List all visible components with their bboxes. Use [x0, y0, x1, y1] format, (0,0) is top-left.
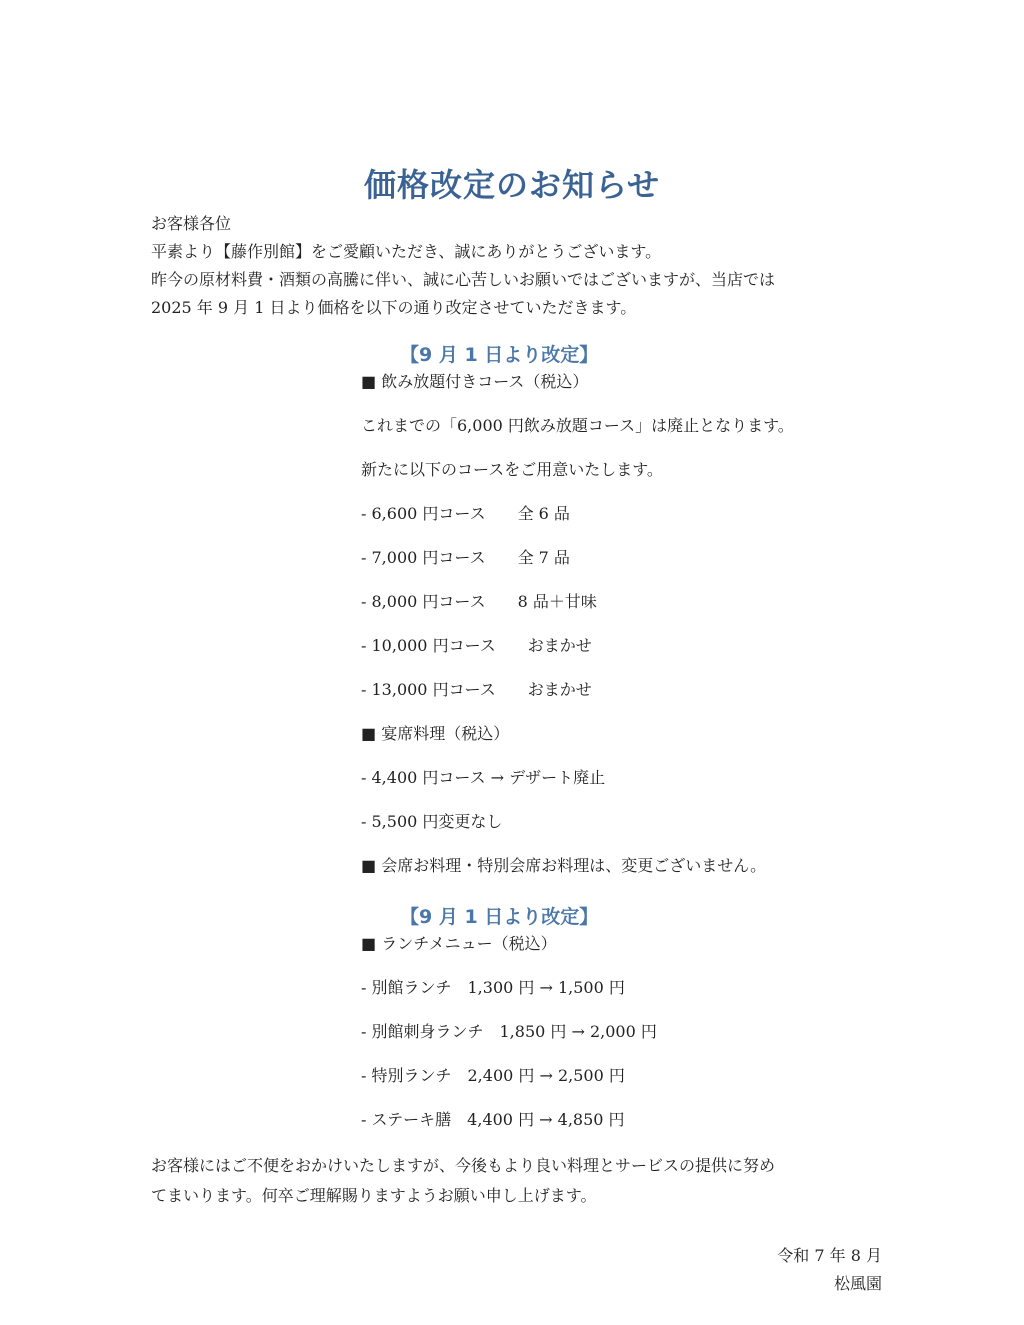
- body-line: 新たに以下のコースをご用意いたします。: [361, 460, 663, 479]
- bullet-heading-banquet: ■ 宴席料理（税込）: [361, 724, 510, 743]
- course-item: - 13,000 円コース おまかせ: [361, 680, 592, 699]
- section-heading-2: 【9 月 1 日より改定】: [400, 906, 599, 928]
- course-item: - 10,000 円コース おまかせ: [361, 636, 592, 655]
- bullet-heading-lunch: ■ ランチメニュー（税込）: [361, 934, 557, 953]
- banquet-item: - 4,400 円コース → デザート廃止: [361, 768, 606, 787]
- bullet-heading-drink-course: ■ 飲み放題付きコース（税込）: [361, 372, 589, 391]
- closing-paragraph: [151, 1151, 891, 1211]
- intro-line: 2025 年 9 月 1 日より価格を以下の通り改定させていただきます。: [151, 298, 637, 317]
- banquet-item: - 5,500 円変更なし: [361, 812, 503, 831]
- closing-line: お客様にはご不便をおかけいたしますが、今後もより良い料理とサービスの提供に努め: [151, 1156, 776, 1175]
- lunch-item: - ステーキ膳 4,400 円 → 4,850 円: [361, 1110, 625, 1129]
- intro-line: 平素より【藤作別館】をご愛顧いただき、誠にありがとうございます。: [151, 242, 662, 261]
- issue-date: 令和 7 年 8 月: [777, 1246, 882, 1265]
- course-item: - 8,000 円コース 8 品＋甘味: [361, 592, 597, 611]
- lunch-item: - 別館刺身ランチ 1,850 円 → 2,000 円: [361, 1022, 657, 1041]
- course-item: - 7,000 円コース 全 7 品: [361, 548, 570, 567]
- intro-line: 昨今の原材料費・酒類の高騰に伴い、誠に心苦しいお願いではございますが、当店では: [151, 270, 776, 289]
- lunch-item: - 特別ランチ 2,400 円 → 2,500 円: [361, 1066, 625, 1085]
- closing-line: てまいります。何卒ご理解賜りますようお願い申し上げます。: [151, 1186, 597, 1205]
- body-line: これまでの「6,000 円飲み放題コース」は廃止となります。: [361, 416, 794, 435]
- signature: 松風園: [833, 1274, 882, 1293]
- course-item: - 6,600 円コース 全 6 品: [361, 504, 570, 523]
- lunch-item: - 別館ランチ 1,300 円 → 1,500 円: [361, 978, 625, 997]
- section-heading-1: 【9 月 1 日より改定】: [400, 344, 599, 366]
- bullet-heading-kaiseki: ■ 会席お料理・特別会席お料理は、変更ございません。: [361, 856, 767, 875]
- page-title: 価格改定のお知らせ: [363, 166, 661, 204]
- intro-paragraph: [151, 210, 891, 322]
- salutation: お客様各位: [151, 214, 232, 233]
